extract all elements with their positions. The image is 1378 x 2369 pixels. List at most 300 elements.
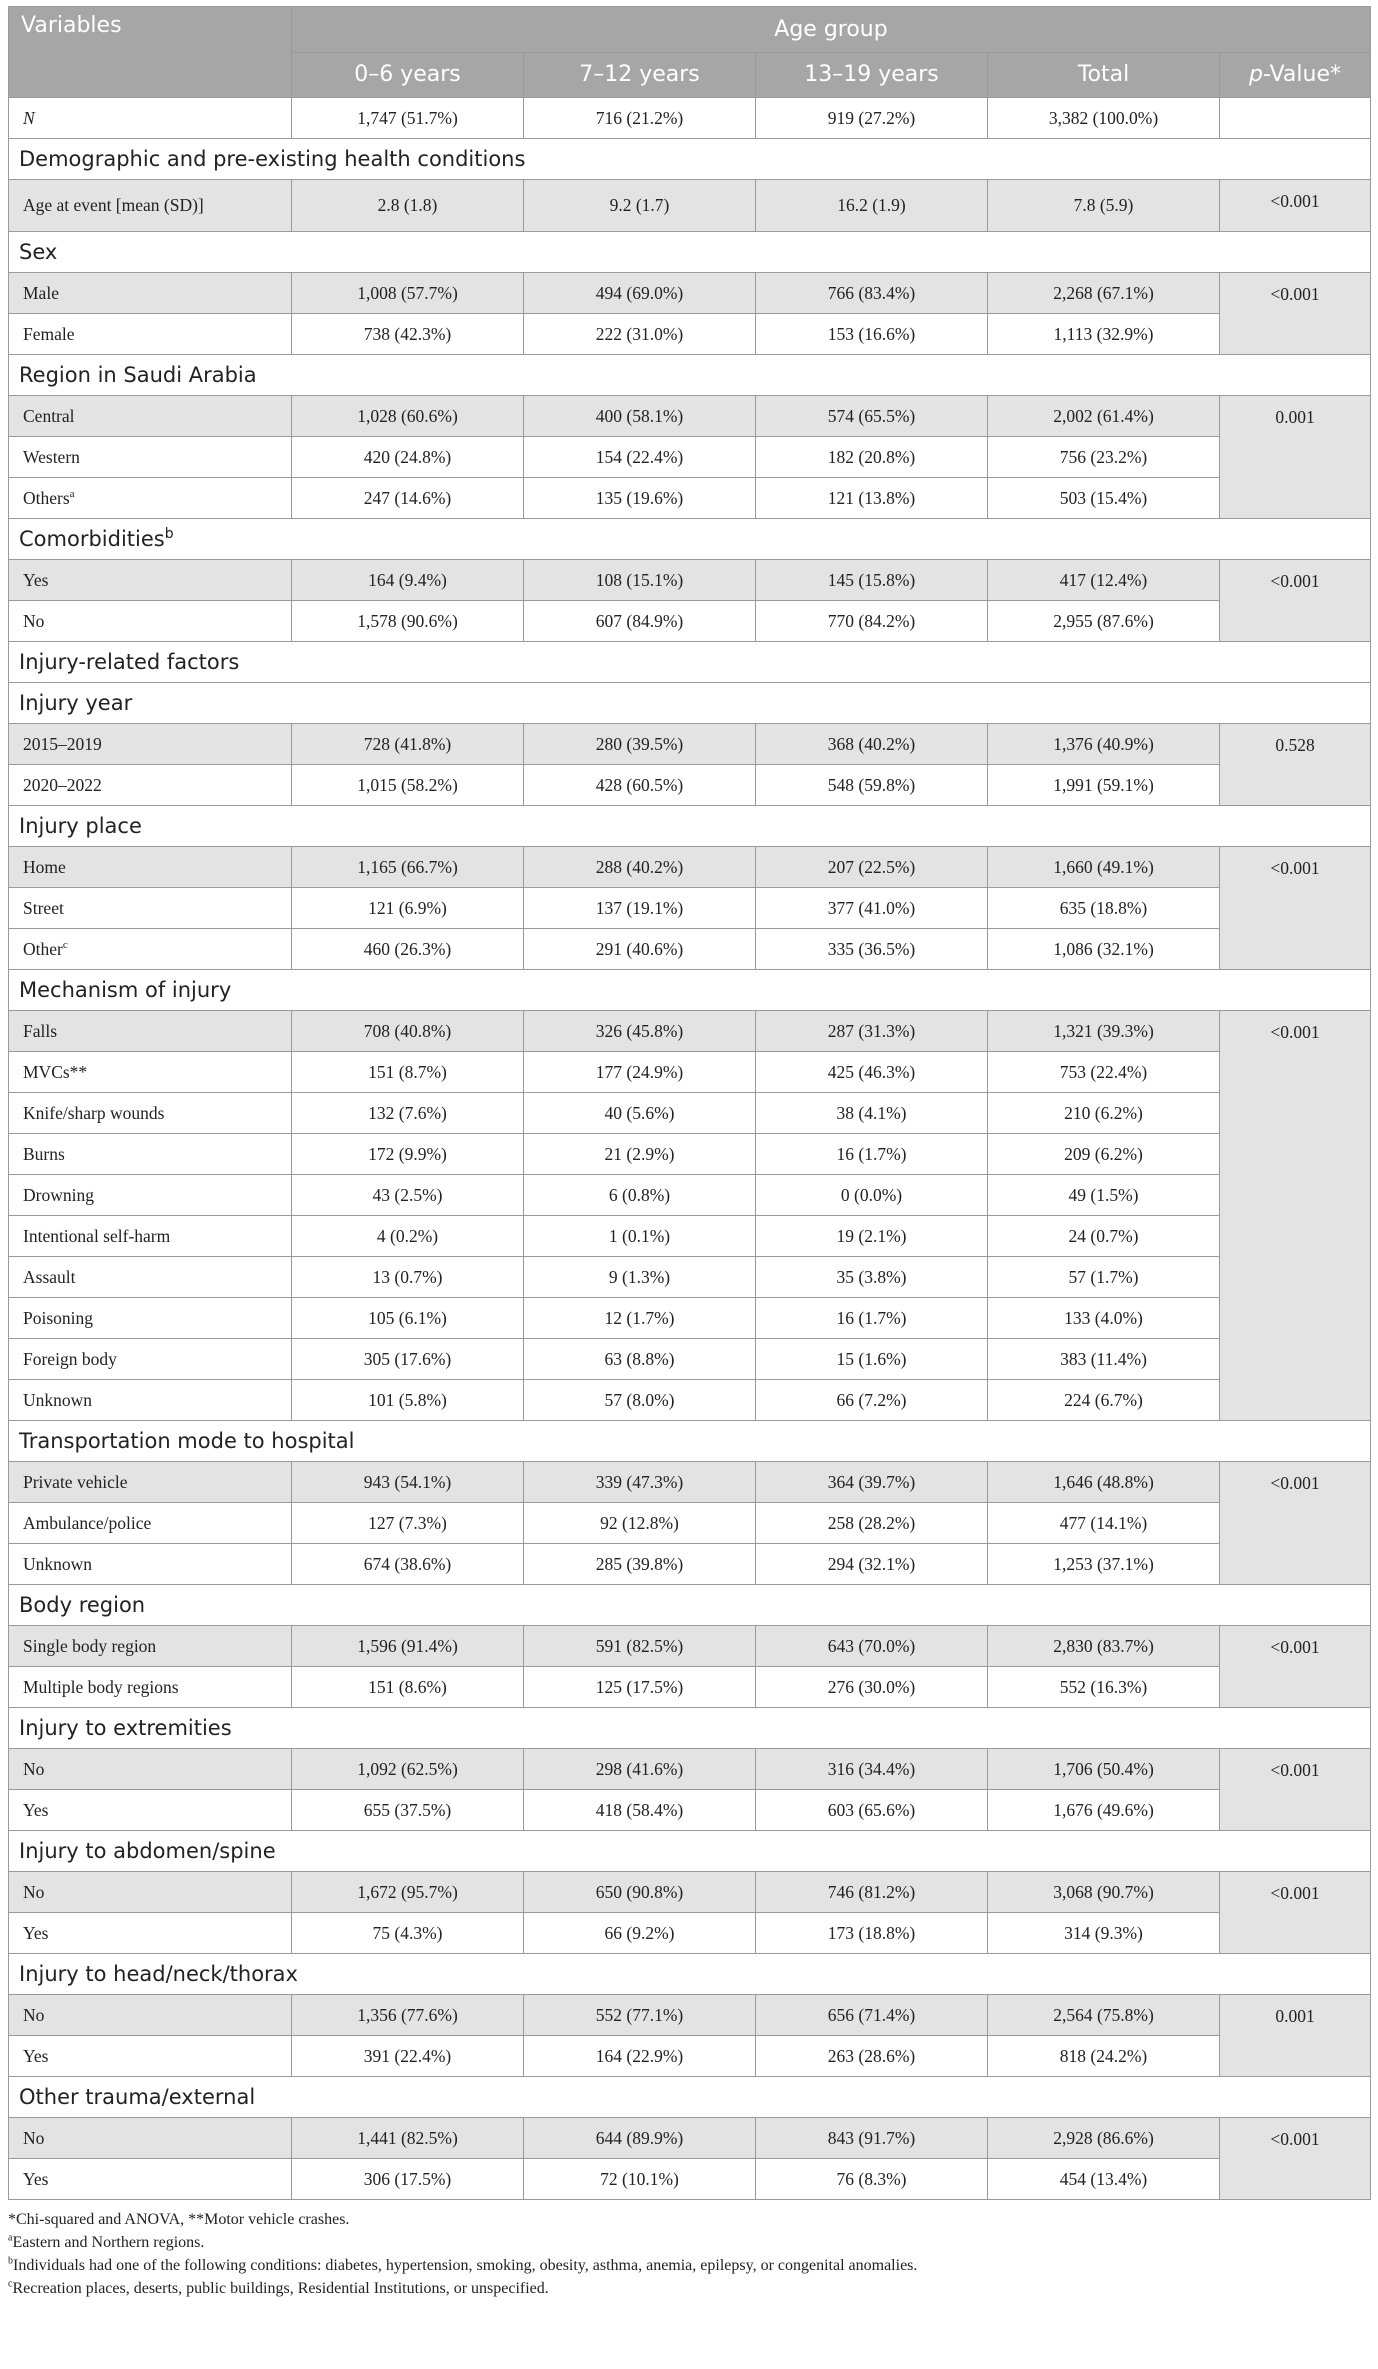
cell-total: 49 (1.5%)	[988, 1175, 1220, 1216]
cell-7-12: 288 (40.2%)	[524, 847, 756, 888]
cell-total: 2,564 (75.8%)	[988, 1995, 1220, 2036]
section-title-text: Other trauma/external	[19, 2085, 256, 2109]
cell-13-19: 38 (4.1%)	[756, 1093, 988, 1134]
table-row	[9, 929, 1371, 970]
data-table	[8, 6, 1371, 2200]
section-title	[9, 1421, 1371, 1462]
cell-pvalue: <0.001	[1220, 273, 1371, 355]
row-label-text: Knife/sharp wounds	[23, 1102, 165, 1123]
row-label	[9, 1503, 292, 1544]
table-row	[9, 396, 1371, 437]
cell-7-12: 40 (5.6%)	[524, 1093, 756, 1134]
cell-7-12: 607 (84.9%)	[524, 601, 756, 642]
cell-13-19: 316 (34.4%)	[756, 1749, 988, 1790]
table-row	[9, 601, 1371, 642]
footnote-text: Eastern and Northern regions.	[12, 2234, 205, 2251]
row-label	[9, 765, 292, 806]
cell-total: 2,002 (61.4%)	[988, 396, 1220, 437]
row-label-text: No	[23, 1881, 45, 1902]
section-header-row	[9, 806, 1371, 847]
header-col-total: Total	[988, 52, 1220, 98]
section-title	[9, 1831, 1371, 1872]
cell-7-12: 12 (1.7%)	[524, 1298, 756, 1339]
cell-total: 1,706 (50.4%)	[988, 1749, 1220, 1790]
cell-13-19: 76 (8.3%)	[756, 2159, 988, 2200]
cell-total: 756 (23.2%)	[988, 437, 1220, 478]
row-label-text: No	[23, 2127, 45, 2148]
table-row	[9, 847, 1371, 888]
row-label	[9, 888, 292, 929]
cell-total: 24 (0.7%)	[988, 1216, 1220, 1257]
section-title	[9, 806, 1371, 847]
cell-total: 1,991 (59.1%)	[988, 765, 1220, 806]
cell-pvalue: <0.001	[1220, 1626, 1371, 1708]
cell-0-6: 101 (5.8%)	[292, 1380, 524, 1421]
cell-total: 2,928 (86.6%)	[988, 2118, 1220, 2159]
section-title	[9, 1585, 1371, 1626]
header-variables: Variables	[9, 7, 292, 98]
row-label-text: Unknown	[23, 1553, 93, 1574]
n-value-7-12: 716 (21.2%)	[524, 98, 756, 139]
footnote-marker: c	[62, 938, 68, 951]
table-row	[9, 1052, 1371, 1093]
cell-13-19: 66 (7.2%)	[756, 1380, 988, 1421]
table-row	[9, 1093, 1371, 1134]
row-label-text: Multiple body regions	[23, 1676, 179, 1697]
cell-0-6: 151 (8.6%)	[292, 1667, 524, 1708]
table-row	[9, 1749, 1371, 1790]
cell-7-12: 92 (12.8%)	[524, 1503, 756, 1544]
n-value-13-19: 919 (27.2%)	[756, 98, 988, 139]
cell-total: 552 (16.3%)	[988, 1667, 1220, 1708]
row-label-text: Burns	[23, 1143, 65, 1164]
cell-13-19: 603 (65.6%)	[756, 1790, 988, 1831]
row-label	[9, 478, 292, 519]
cell-7-12: 418 (58.4%)	[524, 1790, 756, 1831]
row-label-text: No	[23, 1758, 45, 1779]
row-label	[9, 180, 292, 232]
table-row	[9, 273, 1371, 314]
cell-13-19: 15 (1.6%)	[756, 1339, 988, 1380]
cell-total: 224 (6.7%)	[988, 1380, 1220, 1421]
cell-total: 1,646 (48.8%)	[988, 1462, 1220, 1503]
row-label	[9, 1134, 292, 1175]
cell-0-6: 1,441 (82.5%)	[292, 2118, 524, 2159]
cell-0-6: 1,092 (62.5%)	[292, 1749, 524, 1790]
row-label-text: Yes	[23, 1799, 49, 1820]
cell-13-19: 364 (39.7%)	[756, 1462, 988, 1503]
row-label	[9, 1667, 292, 1708]
cell-total: 1,376 (40.9%)	[988, 724, 1220, 765]
cell-13-19: 276 (30.0%)	[756, 1667, 988, 1708]
footnote-text: Recreation places, deserts, public buildings, Residential Institutions, or unspecified.	[12, 2280, 549, 2297]
section-title-text: Injury year	[19, 691, 133, 715]
cell-total: 210 (6.2%)	[988, 1093, 1220, 1134]
cell-13-19: 643 (70.0%)	[756, 1626, 988, 1667]
cell-total: 1,253 (37.1%)	[988, 1544, 1220, 1585]
row-label-text: Other	[23, 938, 63, 959]
cell-7-12: 177 (24.9%)	[524, 1052, 756, 1093]
cell-total: 2,830 (83.7%)	[988, 1626, 1220, 1667]
row-label-text: Street	[23, 897, 64, 918]
cell-0-6: 75 (4.3%)	[292, 1913, 524, 1954]
cell-0-6: 1,356 (77.6%)	[292, 1995, 524, 2036]
cell-0-6: 1,578 (90.6%)	[292, 601, 524, 642]
table-row	[9, 1257, 1371, 1298]
cell-7-12: 552 (77.1%)	[524, 1995, 756, 2036]
section-title-text: Sex	[19, 240, 58, 264]
section-title	[9, 1954, 1371, 1995]
row-label	[9, 1093, 292, 1134]
row-label-text: Male	[23, 282, 59, 303]
cell-7-12: 591 (82.5%)	[524, 1626, 756, 1667]
table-row	[9, 180, 1371, 232]
table-row	[9, 560, 1371, 601]
cell-13-19: 207 (22.5%)	[756, 847, 988, 888]
row-label-text: Intentional self-harm	[23, 1225, 171, 1246]
section-header-row	[9, 1708, 1371, 1749]
table-row	[9, 437, 1371, 478]
footnote-text: *Chi-squared and ANOVA, **Motor vehicle crashes.	[8, 2211, 350, 2228]
cell-0-6: 943 (54.1%)	[292, 1462, 524, 1503]
cell-pvalue: <0.001	[1220, 1011, 1371, 1421]
n-value-total: 3,382 (100.0%)	[988, 98, 1220, 139]
cell-pvalue: <0.001	[1220, 560, 1371, 642]
cell-7-12: 137 (19.1%)	[524, 888, 756, 929]
cell-13-19: 173 (18.8%)	[756, 1913, 988, 1954]
table-row	[9, 1380, 1371, 1421]
row-label-text: Female	[23, 323, 75, 344]
section-title-text: Injury-related factors	[19, 650, 240, 674]
table-row	[9, 1667, 1371, 1708]
row-label	[9, 929, 292, 970]
cell-pvalue: <0.001	[1220, 1749, 1371, 1831]
cell-7-12: 108 (15.1%)	[524, 560, 756, 601]
section-header-row	[9, 139, 1371, 180]
cell-13-19: 121 (13.8%)	[756, 478, 988, 519]
cell-total: 753 (22.4%)	[988, 1052, 1220, 1093]
section-header-row	[9, 355, 1371, 396]
section-title	[9, 642, 1371, 683]
row-label-text: Ambulance/police	[23, 1512, 152, 1533]
cell-7-12: 63 (8.8%)	[524, 1339, 756, 1380]
cell-7-12: 135 (19.6%)	[524, 478, 756, 519]
cell-7-12: 125 (17.5%)	[524, 1667, 756, 1708]
cell-0-6: 738 (42.3%)	[292, 314, 524, 355]
cell-total: 3,068 (90.7%)	[988, 1872, 1220, 1913]
footnote-marker: a	[69, 487, 75, 500]
cell-0-6: 728 (41.8%)	[292, 724, 524, 765]
table-row	[9, 724, 1371, 765]
header-col-13-19: 13–19 years	[756, 52, 988, 98]
row-label-text: Drowning	[23, 1184, 94, 1205]
row-label	[9, 724, 292, 765]
table-row	[9, 888, 1371, 929]
cell-total: 57 (1.7%)	[988, 1257, 1220, 1298]
cell-0-6: 708 (40.8%)	[292, 1011, 524, 1052]
table-row	[9, 1544, 1371, 1585]
cell-0-6: 1,596 (91.4%)	[292, 1626, 524, 1667]
cell-total: 2,268 (67.1%)	[988, 273, 1220, 314]
table-row	[9, 314, 1371, 355]
cell-pvalue: <0.001	[1220, 2118, 1371, 2200]
footnote-text: Individuals had one of the following conditions: diabetes, hypertension, smoking, obesity, asthma, anemia, epilepsy, or congenital anomalies.	[13, 2257, 918, 2274]
cell-7-12: 339 (47.3%)	[524, 1462, 756, 1503]
section-header-row	[9, 2077, 1371, 2118]
row-label-text: No	[23, 610, 45, 631]
cell-total: 209 (6.2%)	[988, 1134, 1220, 1175]
row-label-text: Foreign body	[23, 1348, 117, 1369]
row-label-text: Western	[23, 446, 80, 467]
row-label-text: No	[23, 2004, 45, 2025]
section-header-row	[9, 683, 1371, 724]
section-title-text: Injury to abdomen/spine	[19, 1839, 276, 1863]
section-title	[9, 519, 1371, 560]
cell-0-6: 1,028 (60.6%)	[292, 396, 524, 437]
cell-13-19: 368 (40.2%)	[756, 724, 988, 765]
cell-0-6: 105 (6.1%)	[292, 1298, 524, 1339]
section-title-text: Demographic and pre-existing health conditions	[19, 147, 526, 171]
cell-pvalue: <0.001	[1220, 1872, 1371, 1954]
cell-13-19: 335 (36.5%)	[756, 929, 988, 970]
table-row	[9, 478, 1371, 519]
cell-total: 383 (11.4%)	[988, 1339, 1220, 1380]
cell-total: 477 (14.1%)	[988, 1503, 1220, 1544]
row-label-text: MVCs**	[23, 1061, 88, 1082]
section-header-row	[9, 1585, 1371, 1626]
row-label-text: 2015–2019	[23, 733, 102, 754]
row-label	[9, 1462, 292, 1503]
row-label-text: Single body region	[23, 1635, 157, 1656]
cell-pvalue: 0.001	[1220, 396, 1371, 519]
table-row	[9, 765, 1371, 806]
row-label	[9, 396, 292, 437]
cell-0-6: 391 (22.4%)	[292, 2036, 524, 2077]
row-label	[9, 1626, 292, 1667]
row-label	[9, 437, 292, 478]
cell-total: 1,113 (32.9%)	[988, 314, 1220, 355]
cell-pvalue: <0.001	[1220, 180, 1371, 232]
cell-7-12: 9 (1.3%)	[524, 1257, 756, 1298]
cell-0-6: 1,672 (95.7%)	[292, 1872, 524, 1913]
cell-pvalue: 0.001	[1220, 1995, 1371, 2077]
cell-total: 503 (15.4%)	[988, 478, 1220, 519]
row-label	[9, 1339, 292, 1380]
cell-pvalue: <0.001	[1220, 847, 1371, 970]
cell-0-6: 1,015 (58.2%)	[292, 765, 524, 806]
table-row	[9, 1462, 1371, 1503]
cell-total: 133 (4.0%)	[988, 1298, 1220, 1339]
row-label-text: Unknown	[23, 1389, 93, 1410]
section-title-text: Injury place	[19, 814, 142, 838]
n-value-0-6: 1,747 (51.7%)	[292, 98, 524, 139]
table-row	[9, 1339, 1371, 1380]
cell-13-19: 656 (71.4%)	[756, 1995, 988, 2036]
table-row	[9, 1995, 1371, 2036]
cell-7-12: 6 (0.8%)	[524, 1175, 756, 1216]
cell-0-6: 4 (0.2%)	[292, 1216, 524, 1257]
section-header-row	[9, 1954, 1371, 1995]
row-label	[9, 1257, 292, 1298]
cell-0-6: 306 (17.5%)	[292, 2159, 524, 2200]
cell-13-19: 16.2 (1.9)	[756, 180, 988, 232]
cell-13-19: 574 (65.5%)	[756, 396, 988, 437]
section-title-text: Body region	[19, 1593, 146, 1617]
cell-0-6: 305 (17.6%)	[292, 1339, 524, 1380]
cell-0-6: 43 (2.5%)	[292, 1175, 524, 1216]
footnotes	[8, 2208, 1370, 2300]
row-label	[9, 1380, 292, 1421]
row-label-text: Yes	[23, 1922, 49, 1943]
cell-13-19: 258 (28.2%)	[756, 1503, 988, 1544]
cell-13-19: 145 (15.8%)	[756, 560, 988, 601]
row-label-text: Others	[23, 487, 70, 508]
section-header-row	[9, 1421, 1371, 1462]
cell-13-19: 843 (91.7%)	[756, 2118, 988, 2159]
cell-7-12: 154 (22.4%)	[524, 437, 756, 478]
cell-0-6: 460 (26.3%)	[292, 929, 524, 970]
cell-7-12: 72 (10.1%)	[524, 2159, 756, 2200]
cell-0-6: 2.8 (1.8)	[292, 180, 524, 232]
cell-0-6: 151 (8.7%)	[292, 1052, 524, 1093]
row-label	[9, 1913, 292, 1954]
cell-7-12: 650 (90.8%)	[524, 1872, 756, 1913]
row-label	[9, 1995, 292, 2036]
footnote	[8, 2254, 1370, 2277]
row-label	[9, 2159, 292, 2200]
section-title-text: Comorbidities	[19, 527, 165, 551]
row-label-text: Yes	[23, 2168, 49, 2189]
cell-total: 1,676 (49.6%)	[988, 1790, 1220, 1831]
footnote-marker: b	[164, 526, 174, 542]
table-row	[9, 1134, 1371, 1175]
row-label	[9, 560, 292, 601]
table-row	[9, 1175, 1371, 1216]
row-label-text: Poisoning	[23, 1307, 94, 1328]
row-label	[9, 1790, 292, 1831]
cell-0-6: 127 (7.3%)	[292, 1503, 524, 1544]
cell-13-19: 0 (0.0%)	[756, 1175, 988, 1216]
header-col-7-12: 7–12 years	[524, 52, 756, 98]
cell-13-19: 19 (2.1%)	[756, 1216, 988, 1257]
cell-0-6: 121 (6.9%)	[292, 888, 524, 929]
cell-7-12: 298 (41.6%)	[524, 1749, 756, 1790]
section-title	[9, 970, 1371, 1011]
row-label-text: Age at event [mean (SD)]	[23, 195, 204, 215]
table-row	[9, 2159, 1371, 2200]
table-row	[9, 1216, 1371, 1257]
cell-0-6: 164 (9.4%)	[292, 560, 524, 601]
cell-0-6: 1,008 (57.7%)	[292, 273, 524, 314]
footnote-marker: b	[8, 2255, 13, 2267]
table-row	[9, 2036, 1371, 2077]
section-header-row	[9, 1831, 1371, 1872]
cell-pvalue: 0.528	[1220, 724, 1371, 806]
row-label-text: 2020–2022	[23, 774, 102, 795]
cell-7-12: 285 (39.8%)	[524, 1544, 756, 1585]
cell-0-6: 247 (14.6%)	[292, 478, 524, 519]
section-header-row	[9, 642, 1371, 683]
row-label	[9, 2118, 292, 2159]
cell-0-6: 674 (38.6%)	[292, 1544, 524, 1585]
row-label	[9, 601, 292, 642]
cell-total: 1,086 (32.1%)	[988, 929, 1220, 970]
section-title	[9, 683, 1371, 724]
cell-pvalue: <0.001	[1220, 1462, 1371, 1585]
cell-0-6: 132 (7.6%)	[292, 1093, 524, 1134]
cell-13-19: 746 (81.2%)	[756, 1872, 988, 1913]
section-title	[9, 355, 1371, 396]
cell-7-12: 644 (89.9%)	[524, 2118, 756, 2159]
cell-13-19: 766 (83.4%)	[756, 273, 988, 314]
row-label	[9, 1544, 292, 1585]
cell-7-12: 280 (39.5%)	[524, 724, 756, 765]
cell-13-19: 287 (31.3%)	[756, 1011, 988, 1052]
table-row	[9, 1298, 1371, 1339]
cell-13-19: 770 (84.2%)	[756, 601, 988, 642]
cell-7-12: 494 (69.0%)	[524, 273, 756, 314]
row-label	[9, 1298, 292, 1339]
row-label	[9, 1175, 292, 1216]
section-title-text: Injury to head/neck/thorax	[19, 1962, 298, 1986]
cell-7-12: 21 (2.9%)	[524, 1134, 756, 1175]
table-row	[9, 1011, 1371, 1052]
cell-13-19: 263 (28.6%)	[756, 2036, 988, 2077]
section-header-row	[9, 232, 1371, 273]
row-label	[9, 1216, 292, 1257]
cell-0-6: 420 (24.8%)	[292, 437, 524, 478]
header-age-group: Age group	[292, 7, 1371, 53]
footnote	[8, 2208, 1370, 2231]
row-label-text: Home	[23, 856, 66, 877]
cell-13-19: 35 (3.8%)	[756, 1257, 988, 1298]
section-title-text: Region in Saudi Arabia	[19, 363, 257, 387]
header-pvalue: p-Value*	[1220, 52, 1371, 98]
section-title	[9, 139, 1371, 180]
row-label-text: Central	[23, 405, 75, 426]
section-title	[9, 232, 1371, 273]
footnote-marker: c	[8, 2278, 13, 2290]
table-row	[9, 1503, 1371, 1544]
table-row	[9, 1790, 1371, 1831]
row-label	[9, 314, 292, 355]
cell-total: 1,321 (39.3%)	[988, 1011, 1220, 1052]
cell-7-12: 222 (31.0%)	[524, 314, 756, 355]
cell-13-19: 294 (32.1%)	[756, 1544, 988, 1585]
cell-13-19: 16 (1.7%)	[756, 1298, 988, 1339]
cell-13-19: 425 (46.3%)	[756, 1052, 988, 1093]
row-label	[9, 1749, 292, 1790]
section-header-row	[9, 970, 1371, 1011]
section-title	[9, 1708, 1371, 1749]
row-label-text: Falls	[23, 1020, 58, 1041]
cell-13-19: 153 (16.6%)	[756, 314, 988, 355]
cell-7-12: 57 (8.0%)	[524, 1380, 756, 1421]
cell-total: 2,955 (87.6%)	[988, 601, 1220, 642]
cell-7-12: 164 (22.9%)	[524, 2036, 756, 2077]
section-title-text: Transportation mode to hospital	[19, 1429, 355, 1453]
table-row	[9, 2118, 1371, 2159]
cell-total: 314 (9.3%)	[988, 1913, 1220, 1954]
cell-7-12: 66 (9.2%)	[524, 1913, 756, 1954]
row-label	[9, 847, 292, 888]
cell-7-12: 9.2 (1.7)	[524, 180, 756, 232]
cell-total: 7.8 (5.9)	[988, 180, 1220, 232]
row-label	[9, 2036, 292, 2077]
cell-7-12: 1 (0.1%)	[524, 1216, 756, 1257]
cell-total: 1,660 (49.1%)	[988, 847, 1220, 888]
cell-13-19: 377 (41.0%)	[756, 888, 988, 929]
